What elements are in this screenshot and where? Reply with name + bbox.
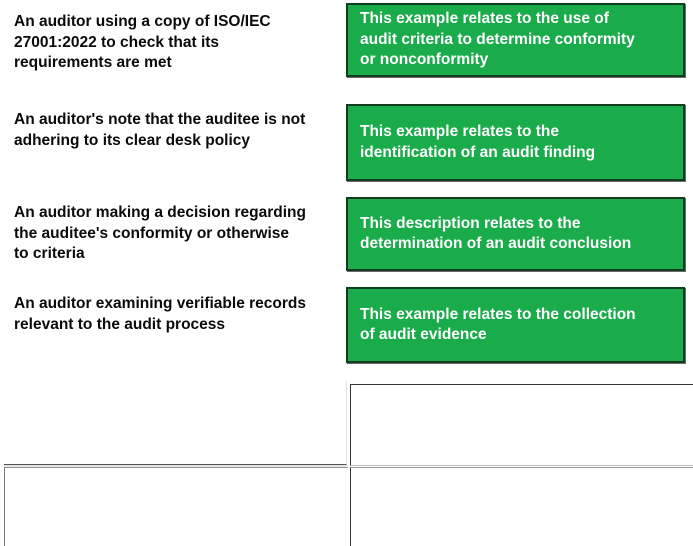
answer-option-audit-conclusion[interactable] xyxy=(346,197,685,271)
answer-option-label: This description relates to the determination of an audit conclusion xyxy=(360,214,632,252)
drop-zone-2[interactable] xyxy=(350,384,693,466)
answer-option-audit-criteria[interactable] xyxy=(346,3,685,77)
statement-1: An auditor using a copy of ISO/IEC 27001:2022 to check that its requirements are met xyxy=(14,13,271,71)
answer-option-audit-evidence[interactable] xyxy=(346,287,685,363)
statement-2: An auditor's note that the auditee is not adhering to its clear desk policy xyxy=(14,111,306,149)
statement-4: An auditor examining verifiable records relevant to the audit process xyxy=(14,295,306,333)
answer-option-label: This example relates to the use of audit criteria to determine conformity or nonconformity xyxy=(360,10,635,69)
drop-zone-3[interactable] xyxy=(4,467,348,546)
answer-option-label: This example relates to the identification of an audit finding xyxy=(360,123,596,161)
answer-option-label: This example relates to the collection of audit evidence xyxy=(360,305,636,343)
statement-3: An auditor making a decision regarding the auditee's conformity or otherwise to criteria xyxy=(14,204,306,262)
drop-zone-1[interactable] xyxy=(4,381,347,465)
drop-zone-4[interactable] xyxy=(350,467,693,546)
answer-option-audit-finding[interactable] xyxy=(346,104,685,181)
